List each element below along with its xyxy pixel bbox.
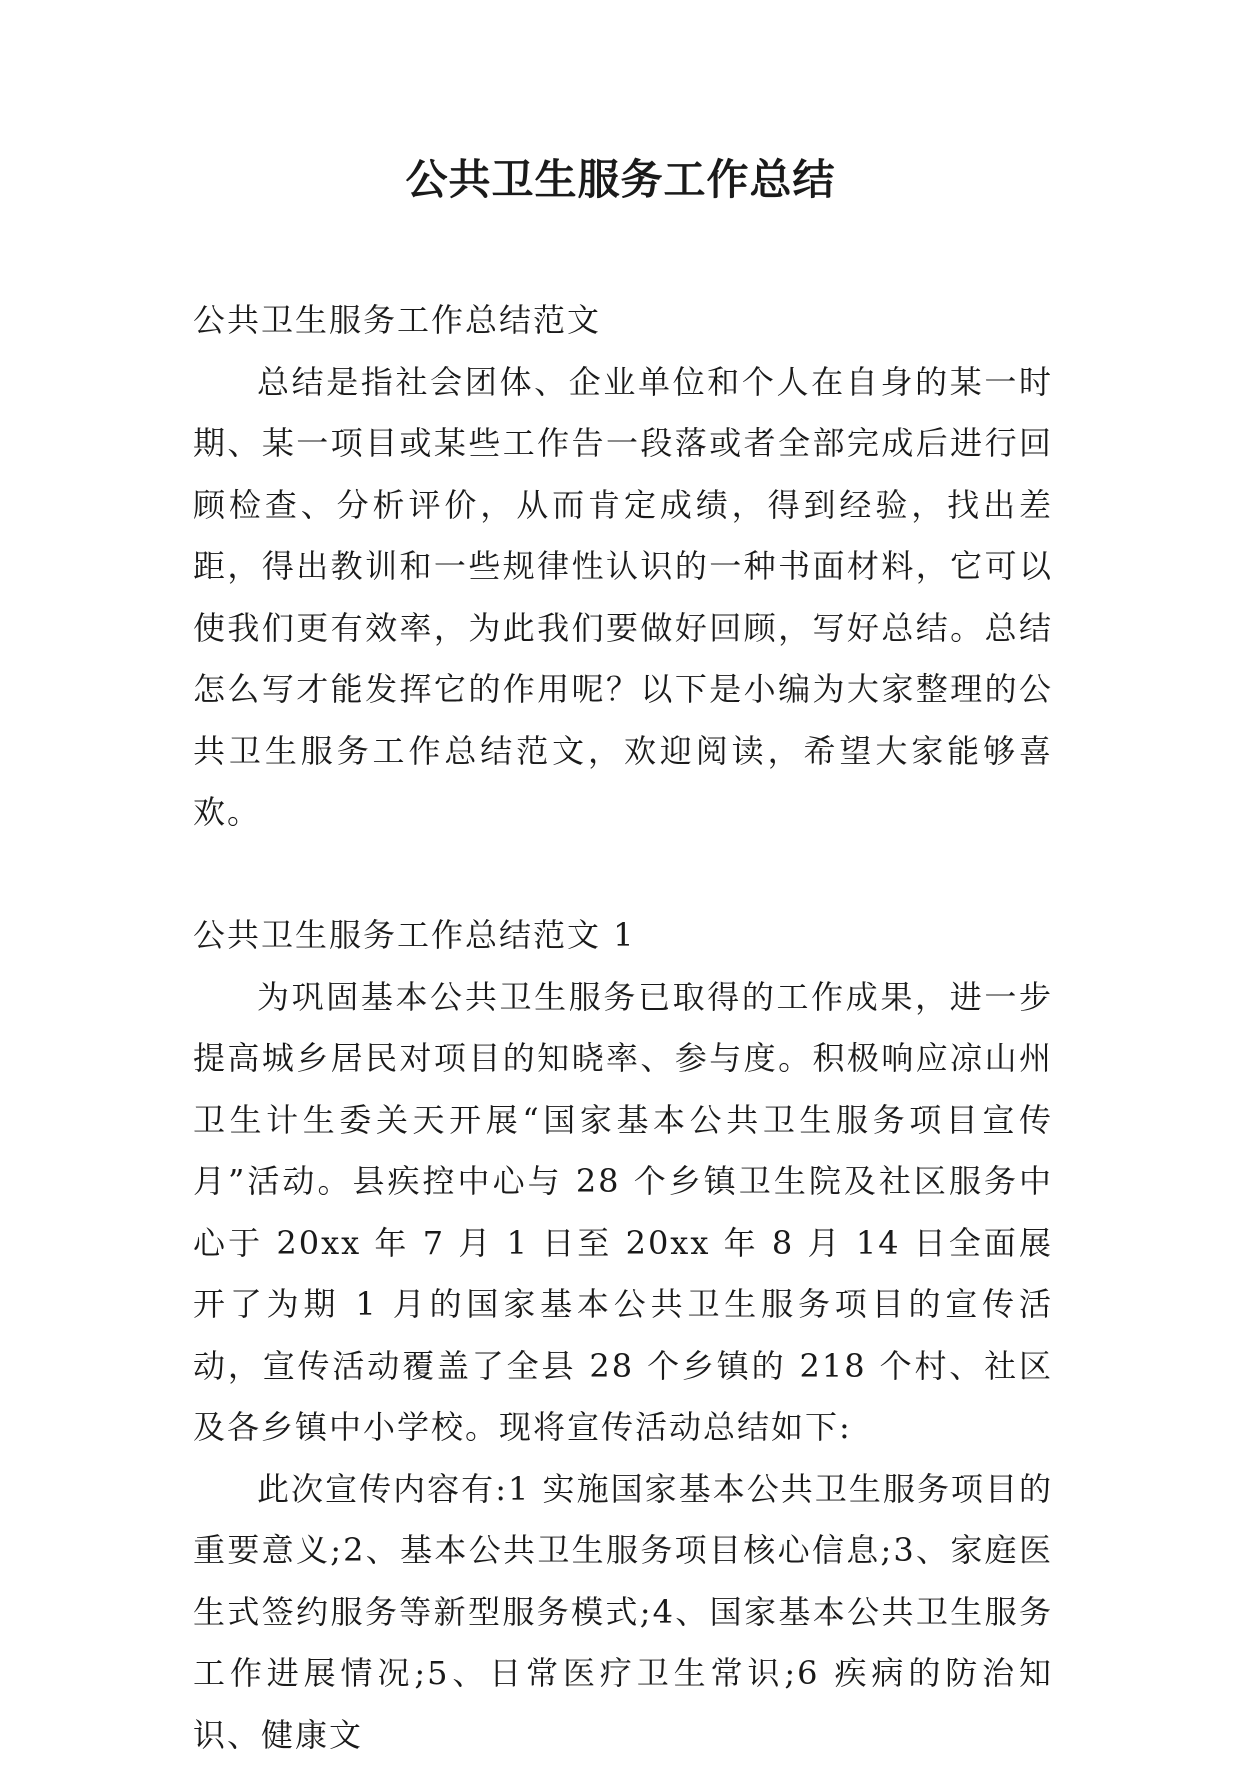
paragraph-content-list: 此次宣传内容有:1 实施国家基本公共卫生服务项目的重要意义;2、基本公共卫生服务项目核心信息;3、家庭医生式签约服务等新型服务模式;4、国家基本公共卫生服务工作进展情况;5、日常医疗卫生常识;6 疾病的防治知识、健康文: [193, 1459, 1053, 1766]
section-heading-sample-1: 公共卫生服务工作总结范文 1: [193, 905, 1053, 967]
section-heading-intro: 公共卫生服务工作总结范文: [193, 290, 1053, 352]
paragraph-intro: 总结是指社会团体、企业单位和个人在自身的某一时期、某一项目或某些工作告一段落或者全部完成后进行回顾检查、分析评价，从而肯定成绩，得到经验，找出差距，得出教训和一些规律性认识的一种书面材料，它可以使我们更有效率，为此我们要做好回顾，写好总结。总结怎么写才能发挥它的作用呢？以下是小编为大家整理的公共卫生服务工作总结范文，欢迎阅读，希望大家能够喜欢。: [193, 352, 1053, 844]
document-body: [193, 290, 1053, 1766]
paragraph-sample-1: 为巩固基本公共卫生服务已取得的工作成果，进一步提高城乡居民对项目的知晓率、参与度。积极响应凉山州卫生计生委关天开展“国家基本公共卫生服务项目宣传月”活动。县疾控中心与 28 个乡镇卫生院及社区服务中心于 20xx 年 7 月 1 日至 20xx 年 8 月 14 日全面展开了为期 1 月的国家基本公共卫生服务项目的宣传活动，宣传活动覆盖了全县 28 个乡镇的 218 个村、社区及各乡镇中小学校。现将宣传活动总结如下:: [193, 967, 1053, 1459]
paragraph-spacer: [193, 844, 1053, 906]
document-title: 公共卫生服务工作总结: [0, 150, 1241, 210]
